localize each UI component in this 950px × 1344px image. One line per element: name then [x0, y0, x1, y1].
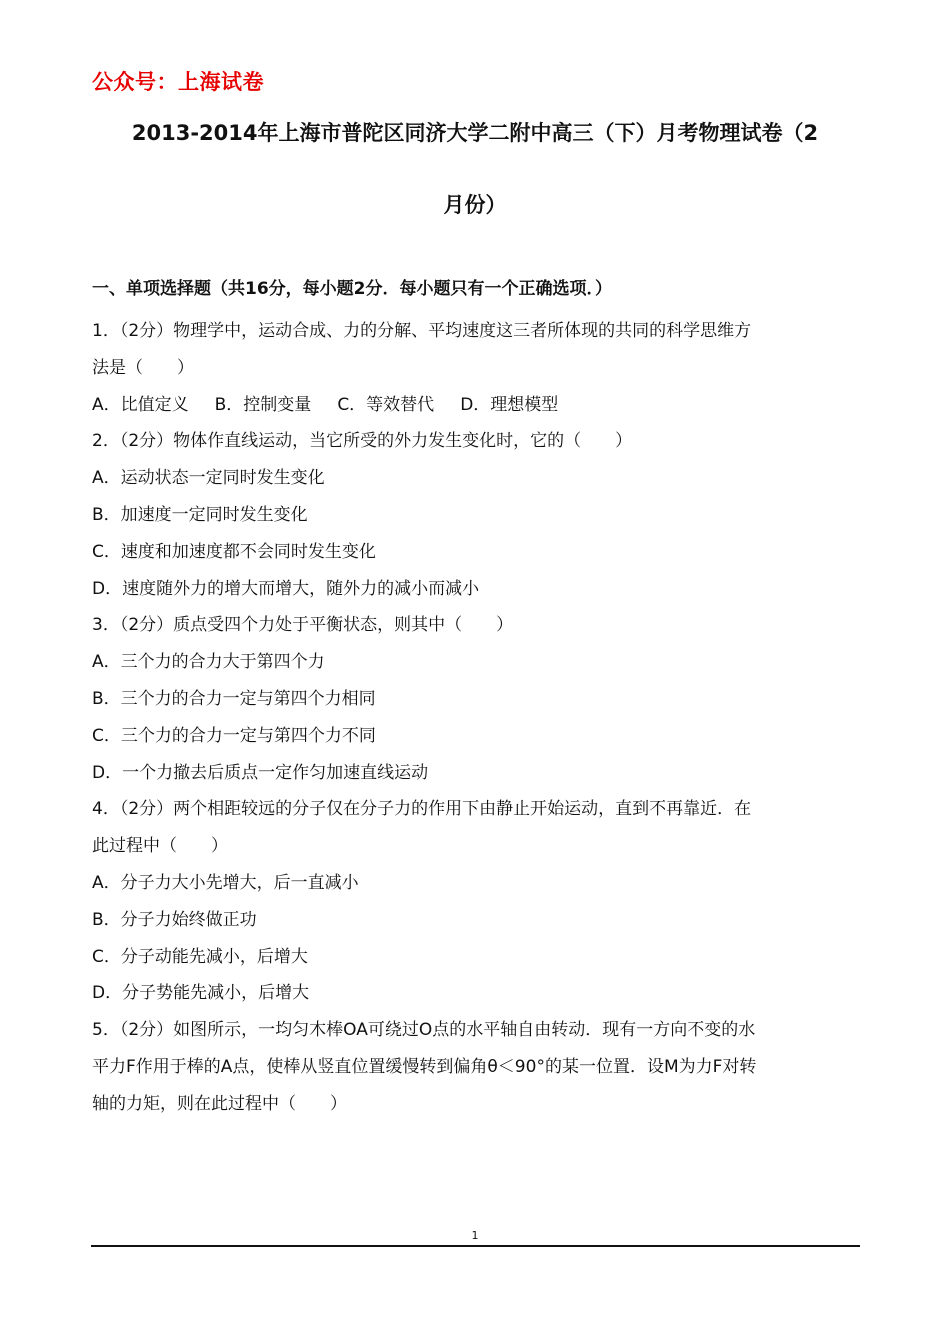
question-stem-line: 2．（2分）物体作直线运动，当它所受的外力发生变化时，它的（ ）: [92, 431, 633, 452]
page-number: 1: [471, 1229, 479, 1242]
option-a[interactable]: A．比值定义: [92, 394, 189, 415]
option-c[interactable]: C．等效替代: [337, 394, 435, 415]
question-stem-line: 此过程中（ ）: [92, 836, 228, 857]
exam-content: [92, 276, 860, 1123]
option-d[interactable]: D．理想模型: [460, 394, 559, 415]
option-row: [92, 387, 860, 424]
option-d[interactable]: D．分子势能先减小，后增大: [92, 983, 310, 1004]
question-2: [92, 423, 860, 607]
option-d[interactable]: D．速度随外力的增大而增大，随外力的减小而减小: [92, 578, 480, 599]
option-c[interactable]: C．三个力的合力一定与第四个力不同: [92, 725, 376, 746]
option-c[interactable]: C．分子动能先减小，后增大: [92, 946, 308, 967]
option-b[interactable]: B．三个力的合力一定与第四个力相同: [92, 688, 376, 709]
option-c[interactable]: C．速度和加速度都不会同时发生变化: [92, 541, 376, 562]
footer-divider: [91, 1245, 860, 1247]
question-stem-line: 法是（ ）: [92, 357, 194, 378]
question-stem-line: 4．（2分）两个相距较远的分子仅在分子力的作用下由静止开始运动，直到不再靠近．在: [92, 799, 752, 820]
question-stem-line: 轴的力矩，则在此过程中（ ）: [92, 1093, 347, 1114]
question-stem-line: 1．（2分）物理学中，运动合成、力的分解、平均速度这三者所体现的共同的科学思维方: [92, 321, 752, 341]
question-1: [92, 313, 860, 423]
page-title-line-1: 2013-2014年上海市普陀区同济大学二附中高三（下）月考物理试卷（2: [131, 121, 819, 145]
question-stem-line: 5．（2分）如图所示，一均匀木棒OA可绕过O点的水平轴自由转动．现有一方向不变的水: [92, 1020, 756, 1041]
question-stem-line: 3．（2分）质点受四个力处于平衡状态，则其中（ ）: [92, 615, 514, 636]
option-a[interactable]: A．运动状态一定同时发生变化: [92, 468, 325, 489]
option-b[interactable]: B．控制变量: [214, 394, 312, 415]
option-a[interactable]: A．三个力的合力大于第四个力: [92, 652, 325, 673]
question-stem-line: 平力F作用于棒的A点，使棒从竖直位置缓慢转到偏角θ＜90°的某一位置．设M为力F对转: [92, 1056, 757, 1077]
option-b[interactable]: B．分子力始终做正功: [92, 909, 257, 930]
question-5: [92, 1012, 860, 1122]
question-4: [92, 791, 860, 1012]
page-title-line-2: 月份）: [443, 193, 507, 217]
section-heading: 一、单项选择题（共16分，每小题2分．每小题只有一个正确选项．）: [92, 279, 612, 299]
question-3: [92, 607, 860, 791]
watermark-text: 公众号：上海试卷: [92, 70, 264, 94]
option-b[interactable]: B．加速度一定同时发生变化: [92, 504, 308, 525]
option-a[interactable]: A．分子力大小先增大，后一直减小: [92, 872, 359, 893]
option-d[interactable]: D．一个力撤去后质点一定作匀加速直线运动: [92, 762, 429, 783]
